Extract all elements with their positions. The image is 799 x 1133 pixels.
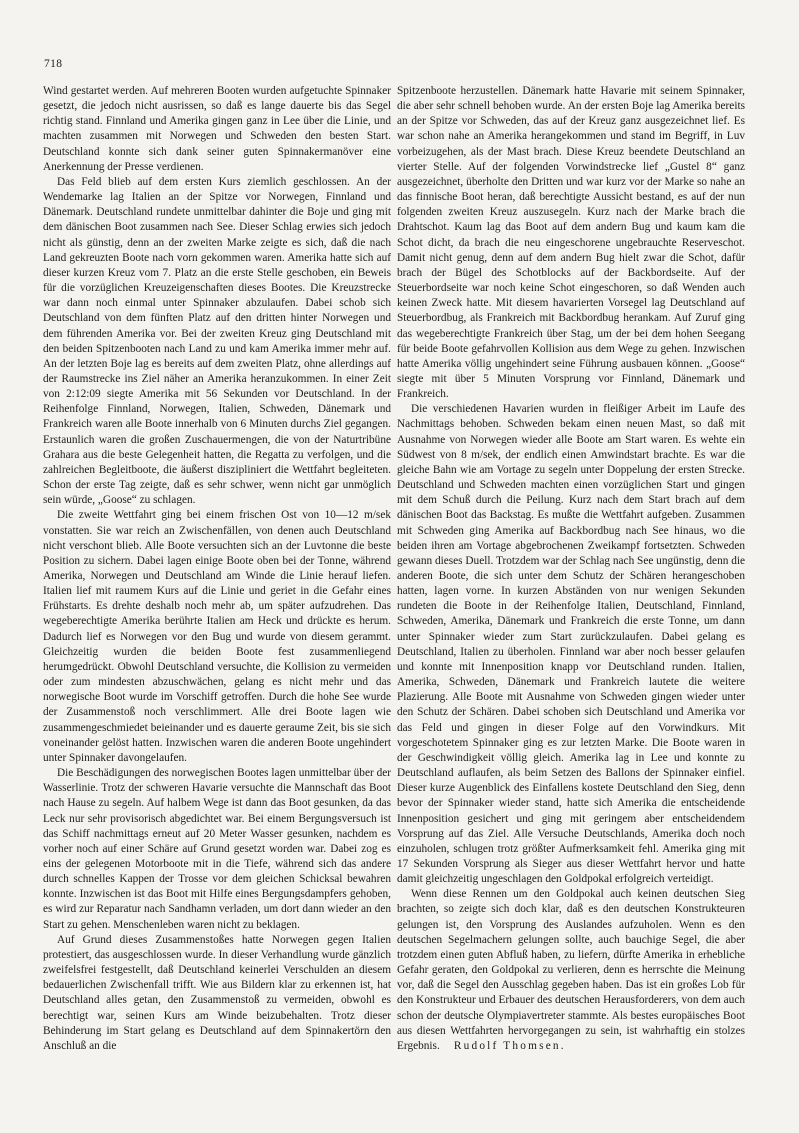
paragraph: Das Feld blieb auf dem ersten Kurs ziemlich geschlossen. An der Wendemarke lag Italien an der Spitze vor Norwegen, Finnland und Dänemark. Deutschland rundete unmittelbar dahinter die Boje und ging mit dem dänischen Boot zusammen nach See. Dieser Schlag erwies sich jedoch nicht als günstig, denn an der zweiten Marke zeigte es sich, daß die nach Land gekreuzten Boote nach vorn gekommen waren. Amerika hatte sich auf dieser kurzen Kreuz vom 7. Platz an die erste Stelle geschoben, ein Beweis für die vorzüglichen Kreuzeigenschaften dieses Bootes. Die Kreuzstrecke war dann noch einmal unter Spinnaker abzulaufen. Dabei schob sich Deutschland von dem fünften Platz auf den dritten hinter Norwegen und dem führenden Amerika vor. Bei der zweiten Kreuz ging Deutschland mit den beiden Spitzenbooten nach Land zu und kam Amerika immer mehr auf. An der letzten Boje lag es bereits auf dem zweiten Platz, ohne allerdings auf der Raumstrecke ins Ziel näher an Amerika heranzukommen. In einer Zeit von 2:12:09 siegte Amerika mit 56 Sekunden vor Deutschland. In der Reihenfolge Finnland, Norwegen, Italien, Schweden, Dänemark und Frankreich waren alle Boote innerhalb von 6 Minuten durchs Ziel gegangen. Erstaunlich waren die großen Zuschauermengen, die von der Naturtribüne Grahara aus die beste Gelegenheit hatten, die Regatta zu verfolgen, und die zahlreichen Begleitboote, die äußerst diszipliniert die Wettfahrt begleiteten. Schon der erste Tag zeigte, daß es sehr schwer, wenn nicht gar unmöglich sein würde, „Goose“ zu schlagen. [43, 175, 391, 507]
paragraph: Die zweite Wettfahrt ging bei einem frischen Ost von 10—12 m/sek vonstatten. Sie war reich an Zwischenfällen, von denen auch Deutschland nicht verschont blieb. Alle Boote versuchten sich an der Luvtonne die beste Position zu sichern. Dabei lagen einige Boote oben bei der Tonne, während Amerika, Norwegen und Deutschland am Winde die Linie herauf liefen. Italien lief mit raumem Kurs auf die Linie und geriet in die Gefahr eines Frühstarts. Es drehte deshalb noch mehr ab, um später aufzudrehen. Das wegeberechtigte Amerika berührte Italien am Heck und drückte es herum. Dadurch lief es Norwegen vor den Bug und wurde von diesem gerammt. Gleichzeitig wurden die beiden Boote fest zusammenliegend herumgedrückt. Obwohl Deutschland versuchte, die Kollision zu vermeiden oder zum mindesten abzuschwächen, gelang es nicht mehr und das norwegische Boot wurde im Vorschiff getroffen. Durch die hohe See wurde der Zusammenstoß noch verschlimmert. Alle drei Boote lagen wie zusammengeschmiedet beieinander und es dauerte geraume Zeit, bis sie sich voneinander gelöst hatten. Inzwischen waren die anderen Boote ungehindert unter Spinnaker davongelaufen. [43, 509, 391, 764]
page-number: 718 [44, 58, 63, 70]
paragraph: Auf Grund dieses Zusammenstoßes hatte Norwegen gegen Italien protestiert, das ausgeschlossen wurde. In dieser Verhandlung wurde gänzlich zweifelsfrei festgestellt, daß Deutschland keinerlei Verschulden an diesem bedauerlichen Zwischenfall trifft. Wie aus Bildern klar zu erkennen ist, hat Deutschland alles getan, den Zusammenstoß zu vermeiden, obwohl es berechtigt war, seinen Kurs am Winde beizubehalten. Trotz dieser Behinderung im Start gelang es Deutschland auf dem Spinnakertörn den Anschluß an die [43, 933, 391, 1052]
closing-paragraph-text: Wenn diese Rennen um den Goldpokal auch keinen deutschen Sieg brachten, so zeigte sich doch klar, daß es den deutschen Konstrukteuren gelungen ist, den Vorsprung des Auslandes aufzuholen. Wenn es den deutschen Segelmachern gelungen sollte, auch bauchige Segel, die aber trotzdem einen guten Abfluß haben, zu liefern, dürfte Amerika in erhebliche Gefahr geraten, den Goldpokal zu verlieren, denn es herrschte die Meinung vor, daß die Segel den Ausschlag gegeben haben. Das ist ein großes Lob für den Konstrukteur und Erbauer des deutschen Herausforderers, von dem auch schon der deutsche Olympiavertreter stammte. Als bestes europäisches Boot aus diesen Wettfahrten hervorgegangen zu sein, ist wahrhaftig ein stolzes Ergebnis. [397, 888, 745, 1052]
paragraph: Wind gestartet werden. Auf mehreren Booten wurden aufgetuchte Spinnaker gesetzt, die jedoch nicht ausrissen, so daß es lange dauerte bis das Segel richtig stand. Finnland und Amerika gingen ganz in Lee über die Linie, und machten zusammen mit Norwegen und Schweden den besten Start. Deutschland konnte sich dank seiner guten Spinnakermanöver eine Anerkennung der Presse verdienen. [43, 85, 391, 173]
author-signature: Rudolf Thomsen. [453, 1039, 566, 1052]
left-column [43, 84, 391, 1054]
right-column [397, 84, 745, 1054]
paragraph: Spitzenboote herzustellen. Dänemark hatte Havarie mit seinem Spinnaker, die aber sehr schnell behoben wurde. An der ersten Boje lag Amerika bereits an der Spitze vor Schweden, das auf der Kreuz ganz ausgezeichnet lief. Es war schon nahe an Amerika herangekommen und stand im Begriff, in Luv vorbeizugehen, als der Mast brach. Diese Kreuz beendete Deutschland an vierter Stelle. Auf der folgenden Vorwindstrecke lief „Gustel 8“ ganz ausgezeichnet, überholte den Dritten und war kurz vor der Marke so nahe an das finnische Boot heran, daß berechtigte Aussicht bestand, es auf der nun folgenden zweiten Kreuz auszusegeln. Kurz nach der Marke brach die Drahtschot. Kaum lag das Boot auf dem andern Bug und kaum kam die Schot dicht, da brach die neu eingeschorene ungebrauchte Reserveschot. Damit nicht genug, denn auf dem andern Bug hielt zwar die Schot, dafür brach der Bügel des Schotblocks auf der Backbordseite. Auf der Steuerbordseite war noch keine Schot eingeschoren, so daß Wenden auch keinen Zweck hatte. Mit diesem havarierten Vorsegel lag Deutschland auf Steuerbordbug, als Frankreich mit Backbordbug herankam. Auf Zuruf ging das wegeberechtigte Frankreich über Stag, um der bei dem hohen Seegang für beide Boote gefahrvollen Kollision aus dem Wege zu gehen. Inzwischen hatte Amerika völlig ungehindert seine Führung ausbauen können. „Goose“ siegte mit über 5 Minuten Vorsprung vor Finnland, Dänemark und Frankreich. [397, 85, 745, 401]
paragraph: Die Beschädigungen des norwegischen Bootes lagen unmittelbar über der Wasserlinie. Trotz der schweren Havarie versuchte die Mannschaft das Boot nach Hause zu segeln. Auf halbem Wege ist dann das Boot gesunken, da das Leck nur sehr provisorisch abgedichtet war. Bei einem Bergungsversuch ist das Schiff nachmittags erneut auf 20 Meter Wasser gesunken, nachdem es vorher noch auf einer Schäre auf Grund gesetzt worden war. Dabei zog es eins der gelegenen Motorboote mit in die Tiefe, während sich das andere durch schnelles Kappen der Trosse vor dem gleichen Schicksal bewahren konnte. Inzwischen ist das Boot mit Hilfe eines Bergungsdampfers gehoben, es wird zur Reparatur nach Sandhamn verladen, um dort dann wieder an den Start zu gehen. Menschenleben waren nicht zu beklagen. [43, 767, 391, 931]
paragraph: Die verschiedenen Havarien wurden in fleißiger Arbeit im Laufe des Nachmittags behoben. Schweden bekam einen neuen Mast, so daß mit Ausnahme von Norwegen wieder alle Boote am Start waren. Es wehte ein Südwest von 8 m/sek, der endlich einen Amwindstart brachte. Es war die gleiche Bahn wie am Vortage zu segeln unter Doppelung der ersten Strecke. Deutschland und Schweden machten einen vorzüglichen Start und gingen mit dem Schuß durch die Peilung. Kurz nach dem Start brach auf dem dänischen Boot das Backstag. Es mußte die Wettfahrt aufgeben. Zusammen mit Schweden ging Amerika auf Backbordbug nach See hinaus, wo die beiden ihren am Vortage abgebrochenen Zweikampf fortsetzten. Schweden gewann dieses Duell. Trotzdem war der Schlag nach See ungünstig, denn die anderen Boote, die sich unter dem Schutz der Schären herangeschoben hatten, lagen vorne. In kurzen Abständen von nur wenigen Sekunden rundeten die Boote in der Reihenfolge Italien, Deutschland, Finnland, Schweden, Amerika, Dänemark und Frankreich die erste Tonne, um dann unter Spinnaker wieder zum Start zurückzulaufen. Dabei gelang es Deutschland, Italien zu überholen. Finnland war aber noch besser gelaufen und konnte mit Innenposition knapp vor Deutschland runden. Italien, Amerika, Schweden, Dänemark und Frankreich lautete die weitere Plazierung. Alle Boote mit Ausnahme von Schweden gingen wieder unter den Schutz der Schären. Dabei schoben sich Deutschland und Amerika vor das Feld und gingen in dieser Folge auf den Vorwindkurs. Mit vorgeschotetem Spinnaker ging es zur letzten Marke. Die Boote waren in der Geschwindigkeit völlig gleich. Amerika lag in Lee und konnte zu Deutschland auflaufen, als beim Setzen des Ballons der Spinnaker einfiel. Dieser kurze Augenblick des Einfallens kostete Deutschland den Sieg, denn bevor der Spinnaker wieder stand, hatte sich Amerika die entscheidende Innenposition gesichert und ging mit geringem aber entscheidendem Vorsprung auf das Ziel. Alle Versuche Deutschlands, Amerika doch noch einzuholen, schlugen trotz größter Aufmerksamkeit fehl. Amerika ging mit 17 Sekunden Vorsprung als Sieger aus dieser Wettfahrt hervor und hatte damit gleichzeitig ungeschlagen den Goldpokal erfolgreich verteidigt. [397, 403, 745, 886]
paragraph [397, 887, 745, 1054]
